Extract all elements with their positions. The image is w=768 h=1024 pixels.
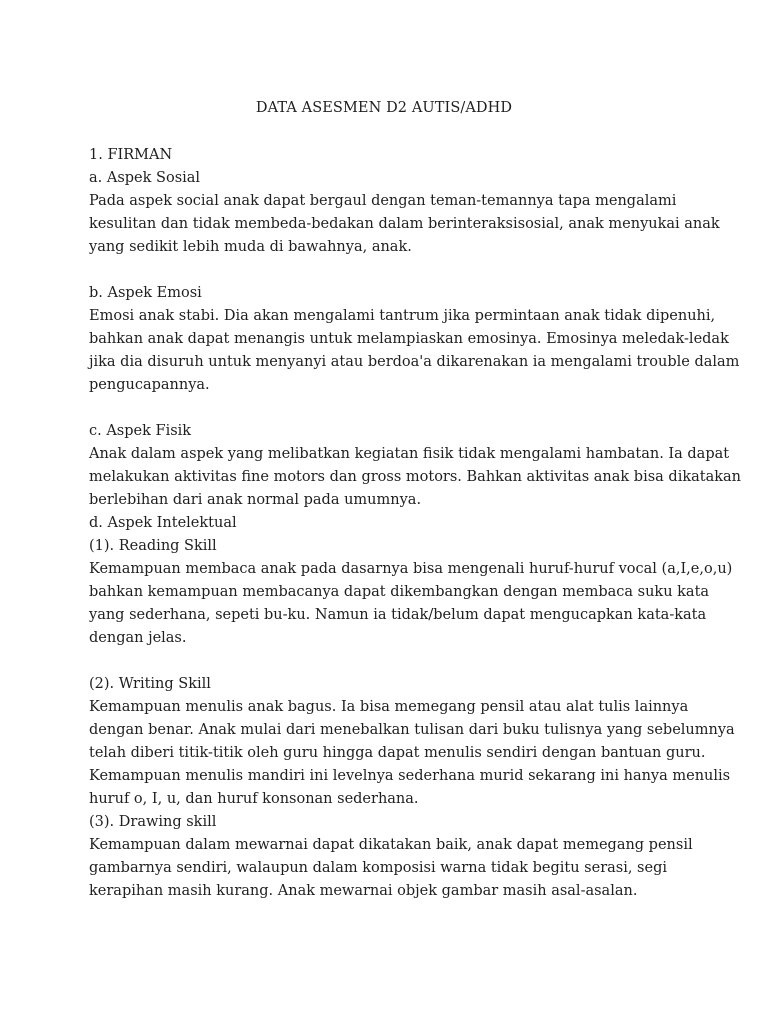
physical-line: melakukan aktivitas fine motors dan gross motors. Bahkan aktivitas anak bisa dikatakan bbox=[89, 469, 742, 485]
emotion-line: Emosi anak stabi. Dia akan mengalami tantrum jika permintaan anak tidak dipenuhi, bbox=[89, 308, 716, 324]
reading-line: yang sederhana, sepeti bu-ku. Namun ia tidak/belum dapat mengucapkan kata-kata bbox=[89, 607, 707, 623]
section-heading-physical: c. Aspek Fisik bbox=[89, 423, 192, 439]
social-line: Pada aspek social anak dapat bergaul dengan teman-temannya tapa mengalami bbox=[89, 193, 677, 209]
emotion-line: bahkan anak dapat menangis untuk melampiaskan emosinya. Emosinya meledak-ledak bbox=[89, 331, 729, 347]
drawing-line: kerapihan masih kurang. Anak mewarnai objek gambar masih asal-asalan. bbox=[89, 883, 638, 899]
subsection-heading-writing: (2). Writing Skill bbox=[89, 676, 211, 692]
subsection-heading-reading: (1). Reading Skill bbox=[89, 538, 217, 554]
document-body bbox=[89, 144, 742, 903]
reading-line: Kemampuan membaca anak pada dasarnya bisa mengenali huruf-huruf vocal (a,I,e,o,u) bbox=[89, 561, 733, 577]
writing-line: telah diberi titik-titik oleh guru hingga dapat menulis sendiri dengan bantuan guru. bbox=[89, 745, 706, 761]
reading-line: dengan jelas. bbox=[89, 630, 187, 646]
paragraph-gap bbox=[89, 259, 729, 282]
section-heading-emotion: b. Aspek Emosi bbox=[89, 285, 202, 301]
paragraph-gap bbox=[89, 650, 729, 673]
reading-line: bahkan kemampuan membacanya dapat dikembangkan dengan membaca suku kata bbox=[89, 584, 710, 600]
writing-line: huruf o, I, u, dan huruf konsonan sederhana. bbox=[89, 791, 419, 807]
physical-line: Anak dalam aspek yang melibatkan kegiatan fisik tidak mengalami hambatan. Ia dapat bbox=[89, 446, 730, 462]
writing-line: dengan benar. Anak mulai dari menebalkan tulisan dari buku tulisnya yang sebelumnya bbox=[89, 722, 735, 738]
emotion-line: jika dia disuruh untuk menyanyi atau berdoa'a dikarenakan ia mengalami trouble dalam bbox=[89, 354, 740, 370]
social-line: yang sedikit lebih muda di bawahnya, anak. bbox=[89, 239, 412, 255]
section-heading-social: a. Aspek Sosial bbox=[89, 170, 201, 186]
drawing-line: gambarnya sendiri, walaupun dalam komposisi warna tidak begitu serasi, segi bbox=[89, 860, 668, 876]
student-heading: 1. FIRMAN bbox=[89, 147, 173, 163]
writing-line: Kemampuan menulis mandiri ini levelnya sederhana murid sekarang ini hanya menulis bbox=[89, 768, 731, 784]
section-heading-intellectual: d. Aspek Intelektual bbox=[89, 515, 237, 531]
subsection-heading-drawing: (3). Drawing skill bbox=[89, 814, 217, 830]
writing-line: Kemampuan menulis anak bagus. Ia bisa memegang pensil atau alat tulis lainnya bbox=[89, 699, 689, 715]
drawing-line: Kemampuan dalam mewarnai dapat dikatakan baik, anak dapat memegang pensil bbox=[89, 837, 693, 853]
paragraph-gap bbox=[89, 397, 729, 420]
document-title: DATA ASESMEN D2 AUTIS/ADHD bbox=[255, 100, 513, 116]
emotion-line: pengucapannya. bbox=[89, 377, 210, 393]
social-line: kesulitan dan tidak membeda-bedakan dalam berinteraksisosial, anak menyukai anak bbox=[89, 216, 720, 232]
physical-line: berlebihan dari anak normal pada umumnya. bbox=[89, 492, 422, 508]
